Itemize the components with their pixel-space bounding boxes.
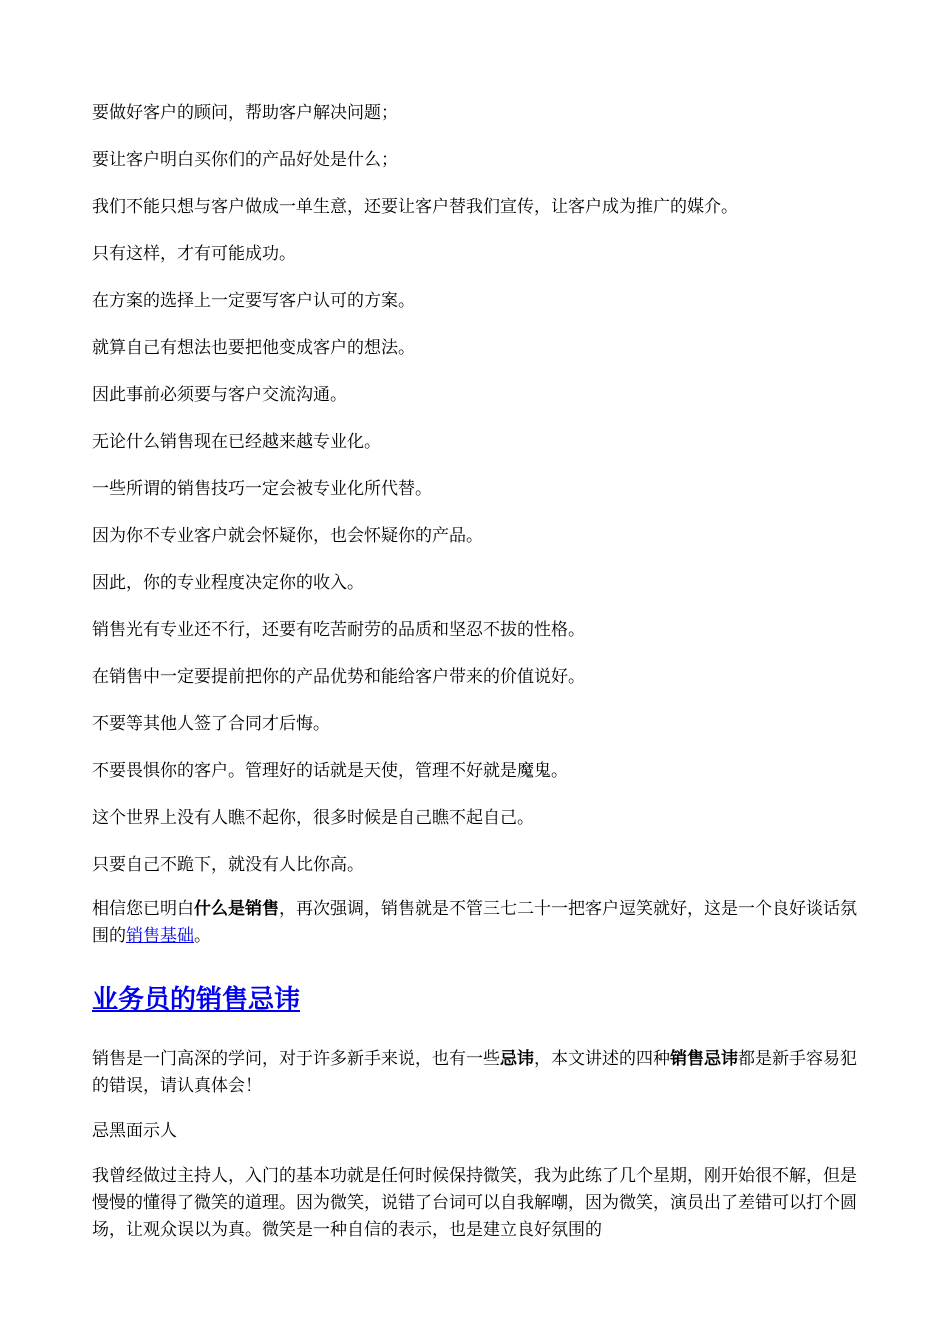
text-line-10: 因为你不专业客户就会怀疑你，也会怀疑你的产品。 [92,526,483,546]
summary-text-start: 相信您已明白 [92,899,194,919]
intro-bold-sales-taboo: 销售忌讳 [670,1049,738,1069]
text-line-15: 不要畏惧你的客户。管理好的话就是天使，管理不好就是魔鬼。 [92,761,568,781]
text-line-6: 就算自己有想法也要把他变成客户的想法。 [92,338,415,358]
intro-bold-taboo: 忌讳 [500,1049,534,1069]
text-line-3: 我们不能只想与客户做成一单生意，还要让客户替我们宣传，让客户成为推广的媒介。 [92,197,738,217]
text-line-1: 要做好客户的顾问，帮助客户解决问题； [92,103,398,123]
text-line-13: 在销售中一定要提前把你的产品优势和能给客户带来的价值说好。 [92,667,585,687]
body-paragraph: 我曾经做过主持人，入门的基本功就是任何时候保持微笑，我为此练了几个星期，刚开始很不解，但是慢慢的懂得了微笑的道理。因为微笑，说错了台词可以自我解嘲，因为微笑，演员出了差错可以打个圆场，让观众误以为真。微笑是一种自信的表示，也是建立良好氛围的 [92,1166,857,1240]
text-line-17: 只要自己不跪下，就没有人比你高。 [92,855,364,875]
text-line-7: 因此事前必须要与客户交流沟通。 [92,385,347,405]
text-line-16: 这个世界上没有人瞧不起你，很多时候是自己瞧不起自己。 [92,808,534,828]
text-line-12: 销售光有专业还不行，还要有吃苦耐劳的品质和坚忍不拔的性格。 [92,620,585,640]
intro-text-middle: ，本文讲述的四种 [534,1049,670,1069]
intro-text-end: 都是新手容易犯的错误，请认真体会！ [92,1049,857,1096]
subheading-text: 忌黑面示人 [92,1121,177,1141]
summary-text-end: 。 [194,926,211,946]
intro-text-start: 销售是一门高深的学问，对于许多新手来说，也有一些 [92,1049,500,1069]
text-line-14: 不要等其他人签了合同才后悔。 [92,714,330,734]
text-line-2: 要让客户明白买你们的产品好处是什么； [92,150,398,170]
intro-paragraph [92,1046,862,1100]
text-line-4: 只有这样，才有可能成功。 [92,244,296,264]
summary-text-middle: ，再次强调，销售就是不管三七二十一把客户逗笑就好，这是一个良好谈话氛围的 [92,899,857,946]
text-line-9: 一些所谓的销售技巧一定会被专业化所代替。 [92,479,432,499]
document-content [92,99,862,1244]
section-heading-link[interactable]: 业务员的销售忌讳 [92,985,301,1015]
sales-basics-link[interactable]: 销售基础 [126,926,194,946]
text-line-8: 无论什么销售现在已经越来越专业化。 [92,432,381,452]
summary-bold-term: 什么是销售 [194,899,279,919]
text-line-5: 在方案的选择上一定要写客户认可的方案。 [92,291,415,311]
text-line-11: 因此，你的专业程度决定你的收入。 [92,573,364,593]
summary-paragraph [92,896,862,950]
